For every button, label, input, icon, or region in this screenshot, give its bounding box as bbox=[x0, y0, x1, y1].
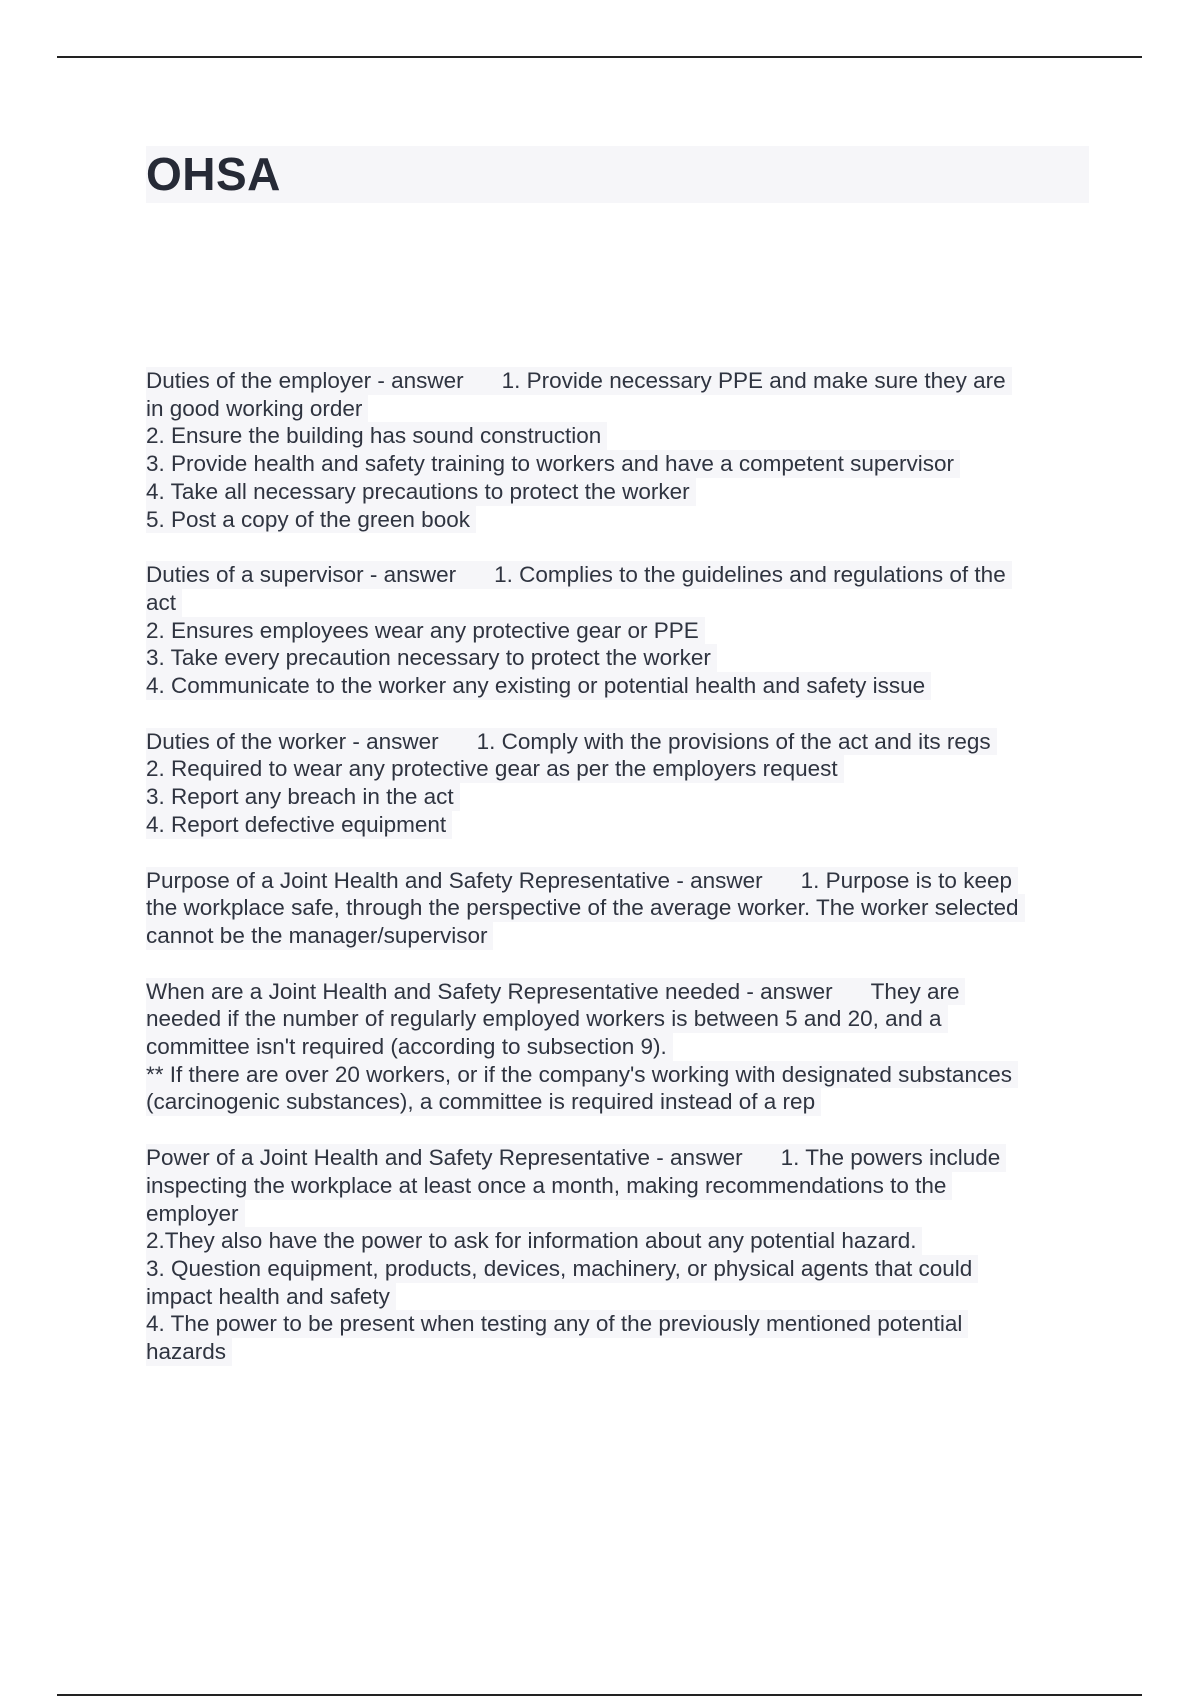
qa-first-line bbox=[146, 728, 997, 756]
qa-entry bbox=[146, 728, 1091, 839]
answer-line: 2. Required to wear any protective gear as per the employers request bbox=[146, 755, 844, 783]
answer-line: 4. The power to be present when testing any of the previously mentioned potential bbox=[146, 1310, 968, 1338]
document-title: OHSA bbox=[146, 148, 281, 200]
answer-line: 2. Ensure the building has sound construction bbox=[146, 422, 607, 450]
answer-line: (carcinogenic substances), a committee is required instead of a rep bbox=[146, 1088, 821, 1116]
answer-line: committee isn't required (according to subsection 9). bbox=[146, 1033, 673, 1061]
answer-line: employer bbox=[146, 1200, 245, 1228]
answer-text: They are bbox=[870, 978, 960, 1004]
qa-entry bbox=[146, 978, 1091, 1117]
answer-line: 3. Provide health and safety training to workers and have a competent supervisor bbox=[146, 450, 960, 478]
answer-text: 1. Provide necessary PPE and make sure they are bbox=[501, 368, 1006, 393]
qa-entry bbox=[146, 1144, 1091, 1366]
answer-line: 2. Ensures employees wear any protective gear or PPE bbox=[146, 617, 705, 645]
title-highlight bbox=[146, 146, 1089, 203]
qa-first-line bbox=[146, 561, 1012, 589]
answer-line: 4. Take all necessary precautions to protect the worker bbox=[146, 478, 696, 506]
qa-first-line bbox=[146, 978, 965, 1006]
answer-line: the workplace safe, through the perspective of the average worker. The worker selected bbox=[146, 894, 1025, 922]
qa-entry bbox=[146, 867, 1091, 950]
question-text: When are a Joint Health and Safety Representative needed - answer bbox=[146, 978, 833, 1004]
answer-text: 1. Comply with the provisions of the act and its regs bbox=[476, 728, 991, 754]
answer-line: 4. Communicate to the worker any existing or potential health and safety issue bbox=[146, 672, 931, 700]
answer-text: 1. Complies to the guidelines and regulations of the bbox=[494, 562, 1006, 588]
question-text: Duties of the worker - answer bbox=[146, 728, 439, 754]
answer-text: 1. Purpose is to keep bbox=[800, 867, 1012, 893]
top-rule bbox=[57, 56, 1142, 58]
question-text: Duties of a supervisor - answer bbox=[146, 562, 457, 588]
answer-line: 3. Take every precaution necessary to protect the worker bbox=[146, 644, 717, 672]
qa-entry bbox=[146, 561, 1091, 700]
answer-line: inspecting the workplace at least once a month, making recommendations to the bbox=[146, 1172, 952, 1200]
answer-line: 2.They also have the power to ask for information about any potential hazard. bbox=[146, 1227, 922, 1255]
answer-line: 3. Question equipment, products, devices, machinery, or physical agents that could bbox=[146, 1255, 978, 1283]
qa-first-line bbox=[146, 1144, 1006, 1172]
qa-list bbox=[146, 367, 1091, 1394]
answer-text: 1. The powers include bbox=[780, 1145, 1001, 1171]
qa-first-line bbox=[146, 867, 1018, 895]
qa-first-line bbox=[146, 367, 1012, 395]
answer-line: act bbox=[146, 589, 182, 617]
answer-line: 3. Report any breach in the act bbox=[146, 783, 460, 811]
answer-line: hazards bbox=[146, 1338, 232, 1366]
question-text: Power of a Joint Health and Safety Representative - answer bbox=[146, 1145, 743, 1171]
question-text: Duties of the employer - answer bbox=[146, 368, 464, 393]
answer-line: ** If there are over 20 workers, or if the company's working with designated substances bbox=[146, 1061, 1018, 1089]
answer-line: impact health and safety bbox=[146, 1283, 396, 1311]
answer-line: cannot be the manager/supervisor bbox=[146, 922, 493, 950]
question-text: Purpose of a Joint Health and Safety Representative - answer bbox=[146, 867, 763, 893]
answer-line: 4. Report defective equipment bbox=[146, 811, 452, 839]
answer-line: needed if the number of regularly employed workers is between 5 and 20, and a bbox=[146, 1005, 948, 1033]
answer-line: 5. Post a copy of the green book bbox=[146, 506, 476, 534]
qa-entry bbox=[146, 367, 1091, 533]
bottom-rule bbox=[57, 1694, 1142, 1696]
answer-line: in good working order bbox=[146, 395, 368, 423]
